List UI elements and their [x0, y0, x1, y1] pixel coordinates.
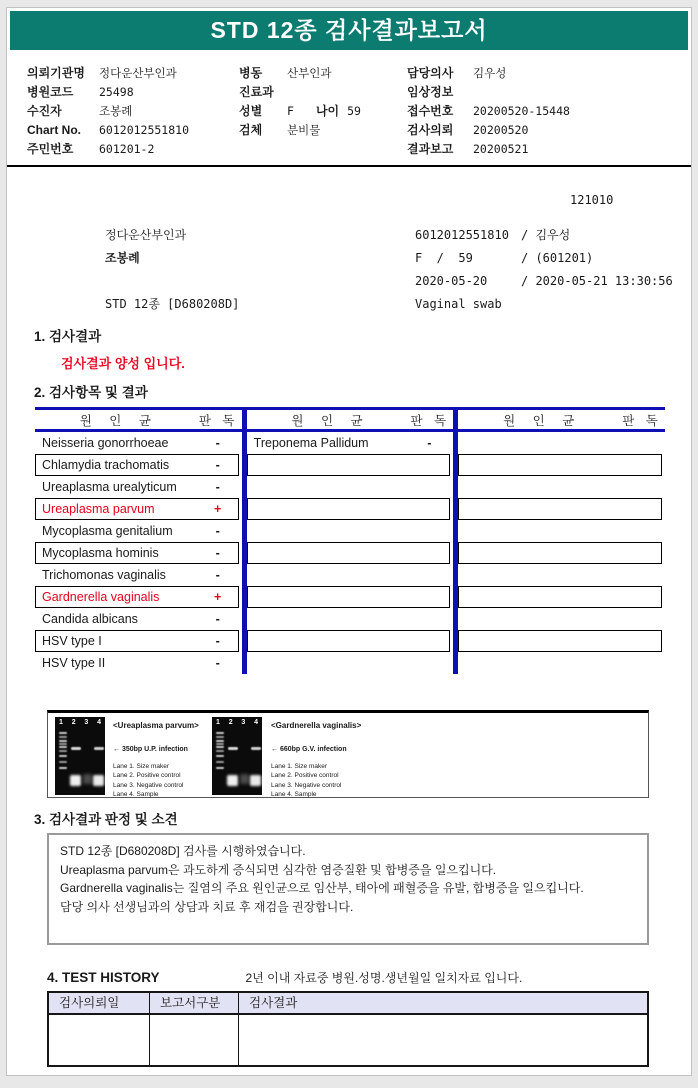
gel-legend-line: Lane 2. Positive control: [113, 772, 181, 780]
pathogen-result: -: [215, 568, 220, 582]
history-empty-cell: [150, 1015, 238, 1065]
pathogen-name: HSV type I: [42, 634, 102, 648]
gel-band: [94, 747, 104, 750]
patient-info-column-1: [27, 63, 239, 158]
pathogen-name: Candida albicans: [42, 612, 138, 626]
gel-lane-number: 1: [216, 719, 220, 726]
gel-legend-line: Lane 4. Sample: [113, 791, 159, 799]
comment-line: Ureaplasma parvum은 과도하게 증식되면 심각한 염증질환 및 합병증을 일으킵니다.: [60, 862, 497, 877]
info-value: 김우성: [473, 65, 507, 80]
pathogen-result: -: [215, 524, 220, 538]
column-header-pathogen: 원 인 균: [503, 413, 582, 428]
page-title: STD 12종 검사결과보고서: [210, 17, 488, 43]
pathogen-row: [35, 608, 239, 630]
info-value: 산부인과: [287, 65, 332, 80]
gel-legend-line: Lane 4. Sample: [271, 791, 317, 799]
section4-header-row: [47, 969, 649, 986]
meta-left-value: 조봉례: [105, 251, 140, 265]
info-row: [239, 101, 407, 120]
comment-line: Gardnerella vaginalis는 질염의 주요 원인균으로 임산부, 태아에 패혈증을 유발, 합병증을 일으킵니다.: [60, 881, 584, 896]
gel-image-2: [212, 717, 262, 795]
info-label: 결과보고: [407, 142, 454, 156]
gel-band: [83, 774, 92, 784]
gel-band: [216, 750, 224, 752]
info-value: 분비물: [287, 122, 321, 137]
info-row: [27, 101, 239, 120]
gel-band: [216, 740, 224, 742]
info-value: 조봉례: [99, 103, 133, 118]
pathogen-row: [35, 586, 239, 608]
gel-legend-line: Lane 1. Size maker: [113, 763, 170, 770]
pathogen-row: [458, 586, 662, 608]
gel-band: [216, 732, 224, 734]
info-value: 20200520-15448: [473, 103, 570, 118]
pathogen-name: Trichomonas vaginalis: [42, 568, 166, 582]
pathogen-row: [247, 498, 451, 520]
pathogen-row: [458, 630, 662, 652]
report-title-banner: [10, 11, 688, 50]
gel-band: [216, 746, 224, 748]
gel-legend: [271, 762, 341, 800]
meta-right-value-2: / (601201): [521, 250, 594, 265]
gel-lane-number: 3: [241, 719, 246, 726]
pathogen-row: [247, 520, 451, 542]
report-page: [6, 7, 692, 1076]
gel-band: [216, 743, 224, 745]
pathogen-row: [35, 432, 239, 454]
info-row: [27, 139, 239, 158]
gel-lane-numbers: [55, 717, 105, 726]
gel-band: [59, 740, 67, 742]
pathogen-name: Mycoplasma genitalium: [42, 524, 173, 538]
gel-band: [59, 767, 67, 769]
column-header-result: 판 독: [410, 413, 451, 428]
patient-info-column-2: [239, 63, 407, 158]
gel-lane-numbers: [212, 717, 262, 726]
pathogen-row: [247, 564, 451, 586]
gel-band: [59, 736, 67, 738]
gel-band: [59, 732, 67, 734]
section1-heading: 1. 검사결과: [34, 329, 102, 344]
info-label: 담당의사: [407, 66, 454, 80]
pathogen-name: Mycoplasma hominis: [42, 546, 159, 560]
pathogen-group-header: [458, 407, 665, 432]
column-header-result: 판 독: [622, 413, 662, 428]
info-row: [239, 120, 407, 139]
info-row: [407, 120, 691, 139]
meta-left-value: STD 12종 [D680208D]: [105, 297, 240, 311]
history-column-1: [49, 993, 150, 1065]
patient-info-section: [7, 53, 691, 160]
gel-lane-number: 2: [228, 719, 233, 726]
pathogen-group-1: [35, 407, 242, 674]
gel-band: [59, 743, 67, 745]
pathogen-name: Neisseria gonorrhoeae: [42, 436, 169, 450]
meta-right-value-1: 6012012551810: [415, 227, 509, 242]
info-label: 접수번호: [407, 104, 454, 118]
gel-lane-number: 4: [97, 719, 101, 726]
pathogen-row: [35, 652, 239, 674]
pathogen-row: [247, 586, 451, 608]
info-row: [407, 139, 691, 158]
pathogen-result: -: [215, 634, 220, 648]
pathogen-row: [458, 652, 662, 674]
meta-right-value-2: / 김우성: [521, 228, 571, 242]
pathogen-row: [247, 432, 451, 454]
pathogen-result: -: [215, 480, 220, 494]
info-label: 진료과: [239, 85, 274, 99]
gel-band: [70, 775, 81, 786]
gel-band: [250, 775, 261, 786]
pathogen-row: [247, 608, 451, 630]
patient-info-column-3: [407, 63, 691, 158]
gel-lane-number: 1: [59, 719, 63, 726]
history-empty-cell: [49, 1015, 149, 1065]
info-row: [27, 120, 239, 139]
info-value: 6012012551810: [99, 122, 190, 137]
info-row: [239, 63, 407, 82]
info-value: 20200520: [473, 122, 529, 137]
pathogen-row: [458, 476, 662, 498]
comment-box: [47, 833, 649, 945]
gel-legend-line: Lane 1. Size maker: [271, 763, 328, 770]
info-label: 나이: [315, 104, 340, 118]
report-code: 121010: [570, 193, 614, 207]
info-row: [407, 101, 691, 120]
gel-band: [59, 746, 67, 748]
gel-electrophoresis-panel: [47, 710, 649, 798]
gel-caption-2: [271, 716, 421, 799]
section2-heading: 2. 검사항목 및 결과: [34, 385, 148, 400]
pathogen-result: +: [214, 502, 222, 516]
pathogen-result-table: [35, 407, 665, 674]
history-column-header: 검사의뢰일: [49, 993, 149, 1015]
pathogen-row: [458, 498, 662, 520]
info-value: F: [287, 103, 294, 118]
gel-band: [216, 761, 224, 763]
pathogen-row: [458, 454, 662, 476]
gel-band: [71, 747, 81, 750]
gel-title: <Ureaplasma parvum>: [113, 721, 199, 730]
test-history-note: 2년 이내 자료중 병원.성명.생년월일 일치자료 입니다.: [245, 971, 523, 985]
pathogen-row: [247, 454, 451, 476]
gel-band: [228, 747, 238, 750]
pathogen-name: Ureaplasma parvum: [42, 502, 155, 516]
report-meta-section: [7, 167, 691, 317]
gel-legend-line: Lane 3. Negative control: [271, 781, 342, 789]
history-column-header: 검사결과: [239, 993, 647, 1015]
meta-left-value: 정다운산부인과: [105, 228, 187, 242]
history-column-header: 보고서구분: [150, 993, 238, 1015]
info-value: 정다운산부인과: [99, 65, 177, 80]
gel-band-label: ← 350bp U.P. infection: [113, 746, 188, 753]
section3-heading: 3. 검사결과 판정 및 소견: [34, 812, 178, 827]
info-row: [27, 82, 239, 101]
pathogen-name: Gardnerella vaginalis: [42, 590, 160, 604]
pathogen-row: [247, 542, 451, 564]
info-value: 25498: [99, 84, 134, 99]
gel-lane-number: 2: [71, 719, 76, 726]
info-label: 병동: [239, 66, 263, 80]
pathogen-result: -: [215, 612, 220, 626]
gel-band: [251, 747, 261, 750]
column-header-result: 판 독: [198, 413, 239, 428]
pathogen-name: Treponema Pallidum: [253, 436, 369, 450]
meta-right-value-1: 2020-05-20: [415, 273, 488, 288]
pathogen-row: [247, 652, 451, 674]
pathogen-row: [35, 476, 239, 498]
info-label: 수진자: [27, 104, 62, 118]
gel-band: [216, 736, 224, 738]
info-label: Chart No.: [27, 122, 81, 137]
gel-band: [59, 750, 67, 752]
history-column-2: [150, 993, 239, 1065]
comment-line: 담당 의사 선생님과의 상담과 치료 후 재검을 권장합니다.: [60, 899, 354, 914]
info-row: [239, 82, 407, 101]
info-label: 검체: [239, 123, 263, 137]
pathogen-row: [458, 432, 662, 454]
meta-row: [7, 223, 691, 246]
pathogen-row: [458, 564, 662, 586]
info-row: [27, 63, 239, 82]
pathogen-row: [458, 520, 662, 542]
pathogen-result: -: [215, 458, 220, 472]
gel-legend: [113, 762, 183, 800]
history-empty-cell: [239, 1015, 647, 1065]
section4-heading: 4. TEST HISTORY: [47, 970, 160, 985]
pathogen-group-3: [458, 407, 665, 674]
pathogen-row: [35, 520, 239, 542]
gel-band: [227, 775, 238, 786]
pathogen-name: Ureaplasma urealyticum: [42, 480, 177, 494]
pathogen-row: [35, 542, 239, 564]
info-label: 의뢰기관명: [27, 66, 85, 80]
gel-band-label: ← 660bp G.V. infection: [271, 746, 347, 753]
gel-band: [240, 774, 249, 784]
info-row: [407, 82, 691, 101]
info-label: 성별: [239, 104, 263, 118]
meta-right-value-2: / 2020-05-21 13:30:56: [521, 273, 673, 288]
info-value: 20200521: [473, 141, 529, 156]
pathogen-name: Chlamydia trachomatis: [42, 458, 170, 472]
info-label: 임상정보: [407, 85, 454, 99]
pathogen-group-2: [247, 407, 454, 674]
info-label: 병원코드: [27, 85, 74, 99]
meta-row: [7, 269, 691, 292]
gel-lane-number: 4: [254, 719, 258, 726]
meta-row: [7, 246, 691, 269]
gel-image-1: [55, 717, 105, 795]
gel-band: [216, 755, 224, 757]
pathogen-name: HSV type II: [42, 656, 106, 670]
info-label: 검사의뢰: [407, 123, 454, 137]
gel-title: <Gardnerella vaginalis>: [271, 721, 362, 730]
info-value: 59: [347, 103, 361, 118]
column-header-pathogen: 원 인 균: [291, 413, 370, 428]
pathogen-row: [247, 630, 451, 652]
pathogen-row: [35, 454, 239, 476]
pathogen-result: -: [215, 546, 220, 560]
history-column-3: [239, 993, 647, 1065]
meta-right-value-1: F / 59: [415, 250, 473, 265]
column-header-pathogen: 원 인 균: [79, 413, 158, 428]
pathogen-row: [35, 498, 239, 520]
pathogen-result: -: [215, 436, 220, 450]
gel-lane-number: 3: [84, 719, 89, 726]
pathogen-row: [458, 608, 662, 630]
report-meta-rows: [7, 223, 691, 315]
pathogen-row: [247, 476, 451, 498]
gel-band: [59, 755, 67, 757]
test-history-table: [47, 991, 649, 1067]
pathogen-group-header: [247, 407, 454, 432]
comment-line: STD 12종 [D680208D] 검사를 시행하였습니다.: [60, 844, 306, 858]
overall-result-text: 검사결과 양성 입니다.: [61, 356, 185, 371]
info-label: 주민번호: [27, 142, 74, 156]
pathogen-row: [35, 630, 239, 652]
info-value: 601201-2: [99, 141, 155, 156]
gel-caption-1: [113, 716, 209, 799]
pathogen-row: [458, 542, 662, 564]
pathogen-group-header: [35, 407, 242, 432]
info-row: [407, 63, 691, 82]
gel-band: [216, 767, 224, 769]
meta-row: [7, 292, 691, 315]
pathogen-result: +: [214, 590, 222, 604]
pathogen-row: [35, 564, 239, 586]
gel-legend-line: Lane 2. Positive control: [271, 772, 339, 780]
meta-right-value-1: Vaginal swab: [415, 296, 502, 311]
gel-legend-line: Lane 3. Negative control: [113, 781, 184, 789]
pathogen-result: -: [215, 656, 220, 670]
gel-band: [93, 775, 104, 786]
gel-band: [59, 761, 67, 763]
pathogen-result: -: [427, 436, 432, 450]
